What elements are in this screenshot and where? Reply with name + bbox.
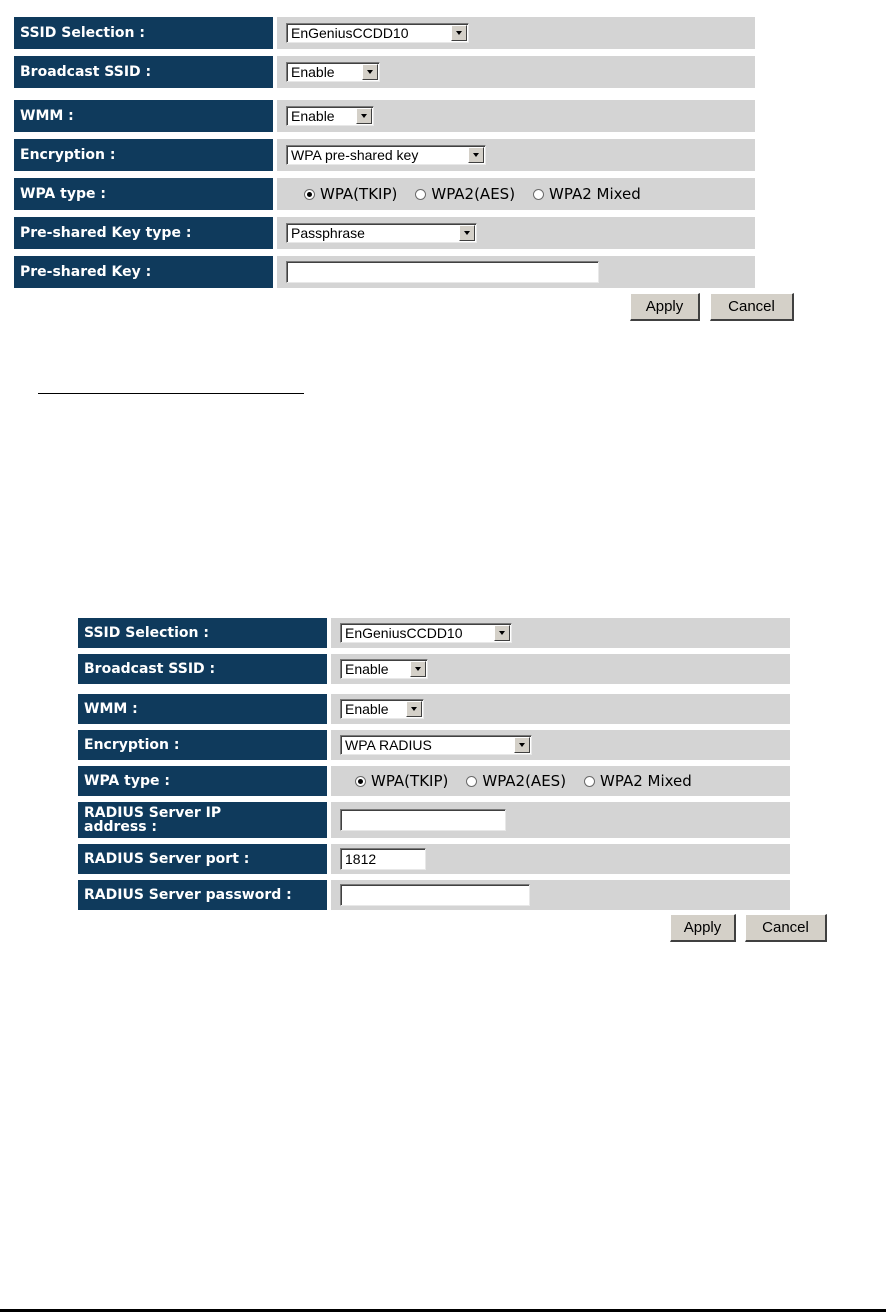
broadcast-ssid-row (14, 56, 755, 88)
wpa-type-row (78, 766, 790, 796)
wpa-type-radio-group (355, 772, 710, 790)
ssid-selection-cell (331, 618, 790, 648)
radius-ip-cell (331, 802, 790, 838)
encryption-label: Encryption : (14, 139, 273, 171)
wpa-type-label: WPA type : (14, 178, 273, 210)
psk-type-label: Pre-shared Key type : (14, 217, 273, 249)
radius-password-input[interactable] (340, 884, 530, 906)
broadcast-ssid-select[interactable] (286, 62, 380, 82)
psk-input[interactable] (286, 261, 599, 283)
radius-port-input[interactable]: 1812 (340, 848, 426, 870)
chevron-down-icon (451, 25, 467, 41)
psk-type-select[interactable] (286, 223, 477, 243)
broadcast-ssid-row (78, 654, 790, 684)
radius-port-label: RADIUS Server port : (78, 844, 327, 874)
wmm-row (14, 100, 755, 132)
wmm-row (78, 694, 790, 724)
chevron-down-icon (468, 147, 484, 163)
wpa-type-label: WPA type : (78, 766, 327, 796)
chevron-down-icon (410, 661, 426, 677)
wpa2-mixed-option[interactable] (584, 772, 692, 790)
wpa2-mixed-option[interactable] (533, 185, 641, 203)
wpa2-aes-option[interactable] (466, 772, 566, 790)
radius-ip-label-line2: address : (84, 819, 158, 835)
ssid-selection-label: SSID Selection : (78, 618, 327, 648)
chevron-down-icon (362, 64, 378, 80)
broadcast-ssid-value: Enable (291, 64, 335, 80)
wmm-select[interactable] (286, 106, 374, 126)
wmm-cell (277, 100, 755, 132)
encryption-cell (277, 139, 755, 171)
radius-password-row (78, 880, 790, 910)
chevron-down-icon (494, 625, 510, 641)
ssid-selection-label: SSID Selection : (14, 17, 273, 49)
encryption-label: Encryption : (78, 730, 327, 760)
ssid-selection-select[interactable] (286, 23, 469, 43)
chevron-down-icon (406, 701, 422, 717)
cancel-button[interactable]: Cancel (710, 293, 794, 321)
radius-password-label: RADIUS Server password : (78, 880, 327, 910)
wpa2-mixed-label: WPA2 Mixed (600, 772, 692, 790)
wpa-tkip-option[interactable] (355, 772, 448, 790)
cancel-button[interactable]: Cancel (745, 914, 827, 942)
ssid-selection-row (78, 618, 790, 648)
broadcast-ssid-select[interactable] (340, 659, 428, 679)
broadcast-ssid-cell (331, 654, 790, 684)
wpa2-mixed-label: WPA2 Mixed (549, 185, 641, 203)
wpa-type-row (14, 178, 755, 210)
wmm-label: WMM : (78, 694, 327, 724)
radius-ip-input[interactable] (340, 809, 506, 831)
broadcast-ssid-value: Enable (345, 661, 389, 677)
wpa-type-cell (331, 766, 790, 796)
encryption-value: WPA pre-shared key (291, 147, 419, 163)
psk-type-value: Passphrase (291, 225, 365, 241)
wpa2-aes-radio[interactable] (415, 189, 426, 200)
radius-port-cell (331, 844, 790, 874)
encryption-cell (331, 730, 790, 760)
wpa2-mixed-radio[interactable] (533, 189, 544, 200)
wmm-label: WMM : (14, 100, 273, 132)
wpa-tkip-radio[interactable] (355, 776, 366, 787)
apply-button[interactable]: Apply (630, 293, 700, 321)
separator-line (38, 393, 304, 394)
radius-password-cell (331, 880, 790, 910)
broadcast-ssid-cell (277, 56, 755, 88)
psk-type-cell (277, 217, 755, 249)
ssid-selection-value: EnGeniusCCDD10 (345, 625, 463, 641)
radius-ip-label-line1: RADIUS Server IP (84, 805, 222, 821)
chevron-down-icon (514, 737, 530, 753)
wpa-tkip-radio[interactable] (304, 189, 315, 200)
wmm-select[interactable] (340, 699, 424, 719)
encryption-row (78, 730, 790, 760)
wpa-type-cell (277, 178, 755, 210)
psk-type-row (14, 217, 755, 249)
wpa2-aes-label: WPA2(AES) (431, 185, 516, 203)
chevron-down-icon (459, 225, 475, 241)
wmm-value: Enable (291, 108, 335, 124)
ssid-selection-select[interactable] (340, 623, 512, 643)
encryption-select[interactable] (286, 145, 486, 165)
radius-ip-row (78, 802, 790, 838)
ssid-selection-cell (277, 17, 755, 49)
wmm-value: Enable (345, 701, 389, 717)
wpa-tkip-label: WPA(TKIP) (320, 185, 398, 203)
wpa2-mixed-radio[interactable] (584, 776, 595, 787)
radius-port-row (78, 844, 790, 874)
psk-label: Pre-shared Key : (14, 256, 273, 288)
wpa2-aes-radio[interactable] (466, 776, 477, 787)
broadcast-ssid-label: Broadcast SSID : (14, 56, 273, 88)
broadcast-ssid-label: Broadcast SSID : (78, 654, 327, 684)
chevron-down-icon (356, 108, 372, 124)
wpa-tkip-label: WPA(TKIP) (371, 772, 449, 790)
wpa-psk-settings-panel (14, 17, 794, 327)
radius-ip-label (78, 802, 327, 838)
encryption-value: WPA RADIUS (345, 737, 432, 753)
psk-row (14, 256, 755, 288)
wpa-type-radio-group (304, 185, 659, 203)
wpa-tkip-option[interactable] (304, 185, 397, 203)
encryption-row (14, 139, 755, 171)
ssid-selection-value: EnGeniusCCDD10 (291, 25, 409, 41)
apply-button[interactable]: Apply (670, 914, 736, 942)
wmm-cell (331, 694, 790, 724)
page-bottom-rule (0, 1309, 886, 1312)
wpa2-aes-label: WPA2(AES) (482, 772, 567, 790)
wpa2-aes-option[interactable] (415, 185, 515, 203)
wpa-radius-settings-panel (78, 618, 828, 948)
encryption-select[interactable] (340, 735, 532, 755)
ssid-selection-row (14, 17, 755, 49)
psk-cell (277, 256, 755, 288)
